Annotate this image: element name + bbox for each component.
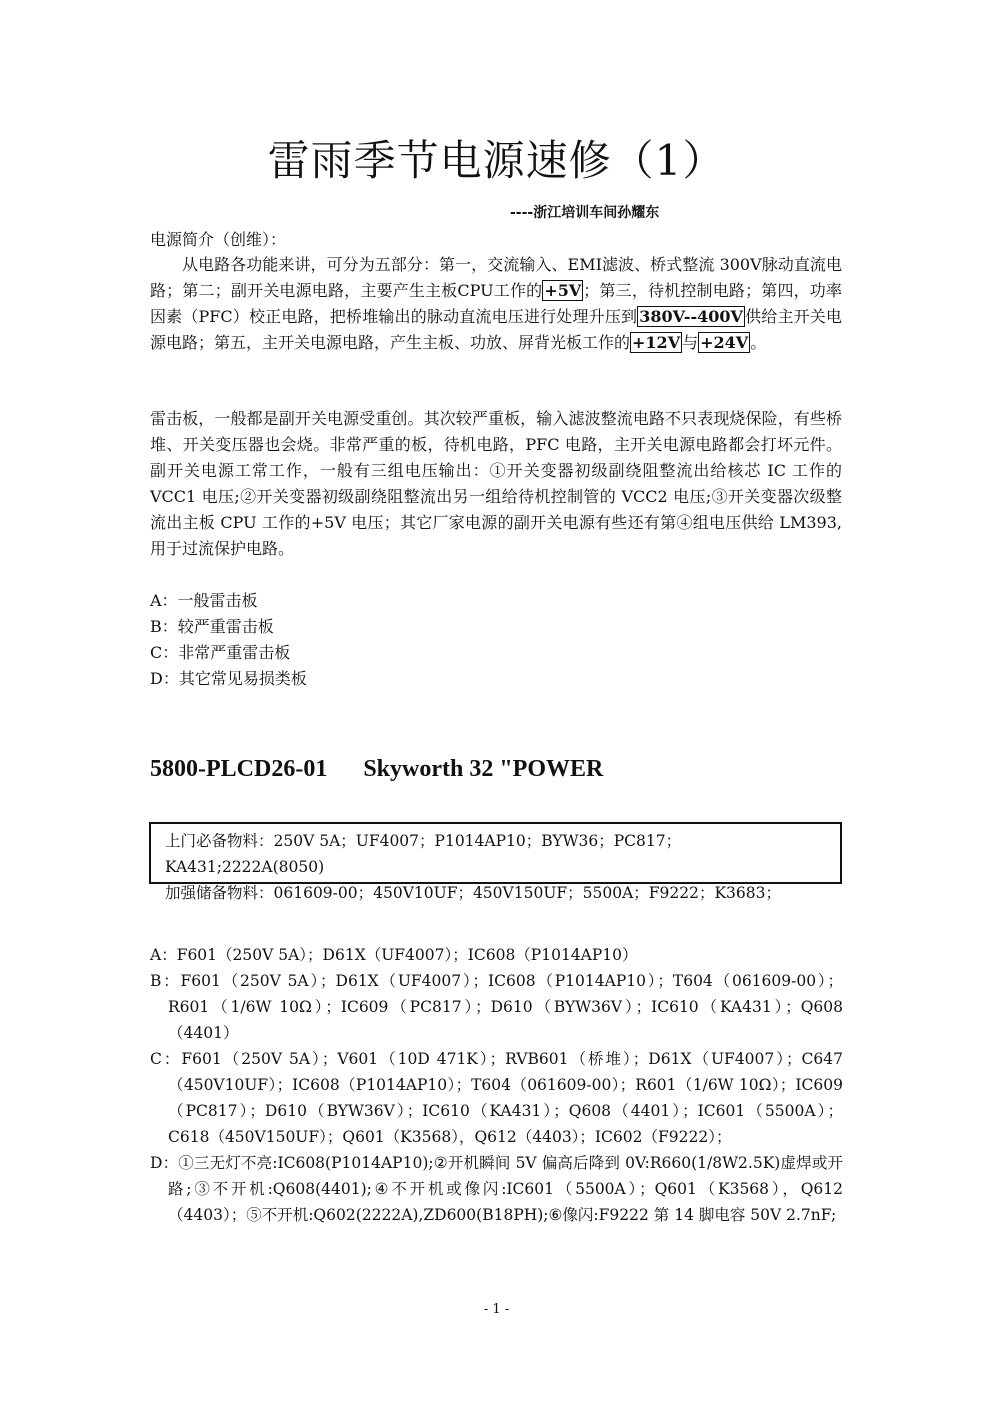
- highlight-12v: +12V: [632, 333, 681, 352]
- repair-item-a: A：F601（250V 5A）；D61X（UF4007）；IC608（P1014AP10）: [150, 946, 638, 964]
- document-title: 雷雨季节电源速修（1）: [267, 136, 726, 185]
- intro-text-2: ；第三，待机控制电路；第四，功率因素（PFC）校正电路，把桥堆输出的脉动直流电压进行处理升压到: [150, 281, 842, 326]
- category-item: A：一般雷击板: [150, 591, 258, 610]
- lightning-damage-paragraph: 雷击板，一般都是副开关电源受重创。其次较严重板，输入滤波整流电路不只表现烧保险，有些桥堆、开关变压器也会烧。非常严重的板，待机电路，PFC 电路，主开关电源电路都会打坏元件。副开关电源工常工作，一般有三组电压输出：①开关变器初级副绕阻整流出给核芯 IC 工作的 VCC1 电压;②开关变器初级副绕阻整流出另一组给待机控制管的 VCC2 电压;③开关变器次级整流出主板 CPU 工作的+5V 电压；其它厂家电源的副开关电源有些还有第④组电压供给 LM393,用于过流保护电路。: [150, 409, 842, 558]
- materials-required: 上门必备物料：250V 5A；UF4007；P1014AP10；BYW36；PC817；KA431;2222A(8050): [165, 832, 682, 876]
- category-list: [150, 588, 307, 692]
- page-number: - 1 -: [483, 1302, 510, 1317]
- repair-item-b: B：F601（250V 5A）；D61X（UF4007）；IC608（P1014AP10）；T604（061609-00）；R601（1/6W 10Ω）；IC609（PC817）；D610（BYW36V）；IC610（KA431）；Q608（4401）: [150, 972, 843, 1042]
- intro-paragraph: [150, 252, 842, 356]
- highlight-380v-400v: 380V--400V: [639, 307, 743, 326]
- author-line: ----浙江培训车间孙耀东: [510, 205, 660, 221]
- materials-reserve: 加强储备物料：061609-00；450V10UF；450V150UF；5500A；F9222；K3683；: [165, 884, 781, 902]
- model-repair-list: [150, 942, 843, 1228]
- repair-item-c: C：F601（250V 5A）；V601（10D 471K）；RVB601（桥堆）；D61X（UF4007）；C647（450V10UF）；IC608（P1014AP10）；T604（061609-00）；R601（1/6W 10Ω）；IC609（PC817）；D610（BYW36V）；IC610（KA431）；Q608（4401）；IC601（5500A）；C618（450V150UF）；Q601（K3568），Q612（4403）；IC602（F9222）；: [150, 1050, 843, 1146]
- intro-label: 电源简介（创维）：: [150, 230, 287, 249]
- materials-box: [149, 822, 842, 902]
- intro-text-4: 与: [682, 333, 699, 352]
- category-item: C：非常严重雷击板: [150, 643, 291, 662]
- intro-text-1: 从电路各功能来讲，可分为五部分：第一，交流输入、EMI滤波、桥式整流 300V脉动直流电路；第二；副开关电源电路，主要产生主板CPU工作的: [150, 255, 842, 300]
- intro-text-3: 供给主开关电源电路；第五，主开关电源电路，产生主板、功放、屏背光板工作的: [150, 307, 842, 352]
- highlight-24v: +24V: [700, 333, 749, 352]
- highlight-5v: +5V: [544, 281, 582, 300]
- repair-item-d: D：①三无灯不亮:IC608(P1014AP10);②开机瞬间 5V 偏高后降到 0V:R660(1/8W2.5K)虚焊或开路;③不开机:Q608(4401);④不开机或像闪:IC601（5500A）；Q601（K3568），Q612（4403）；⑤不开机:Q602(2222A),ZD600(B18PH);⑥像闪:F9222 第 14 脚电容 50V 2.7nF;: [150, 1154, 843, 1224]
- category-item: B：较严重雷击板: [150, 617, 274, 636]
- model-heading: 5800-PLCD26-01 Skyworth 32 "POWER: [150, 756, 604, 782]
- intro-text-5: 。: [750, 333, 767, 352]
- category-item: D：其它常见易损类板: [150, 669, 307, 688]
